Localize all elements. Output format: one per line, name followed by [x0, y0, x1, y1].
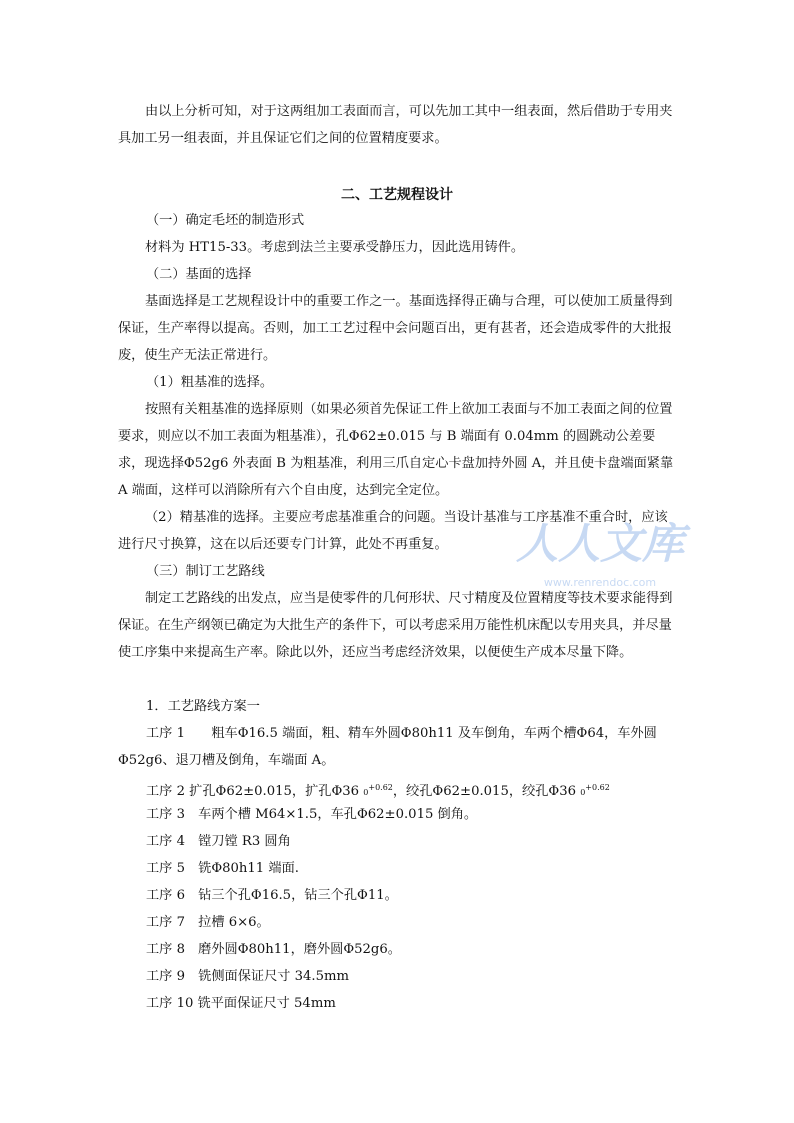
s2-2-paragraph	[118, 504, 678, 558]
step-1-line-2: Φ52g6、退刀槽及倒角，车端面 A。	[118, 753, 335, 768]
plan-title: 1．工艺路线方案一	[146, 699, 260, 714]
step-2-tol-upper-2: +0.62	[585, 783, 610, 792]
step-9: 工序 9 铣侧面保证尺寸 34.5mm	[146, 969, 350, 984]
step-2-part-b: ，绞孔Φ62±0.015，绞孔Φ36	[392, 784, 581, 799]
step-10: 工序 10 铣平面保证尺寸 54mm	[146, 996, 336, 1011]
s2-title: （二）基面的选择	[146, 267, 252, 282]
step-3: 工序 3 车两个槽 M64×1.5，车孔Φ62±0.015 倒角。	[146, 807, 478, 822]
s2-body: 基面选择是工艺规程设计中的重要工作之一。基面选择得正确与合理，可以使加工质量得到保证，生产率得以提高。否则，加工工艺过程中会问题百出，更有甚者，还会造成零件的大批报废，使生产无法正常进行。	[118, 294, 673, 363]
s1-title: （一）确定毛坯的制造形式	[146, 213, 305, 228]
watermark-text: 人人文库	[515, 519, 685, 568]
step-2-tol-lower-2: 0	[580, 788, 586, 797]
step-2-tol-upper-1: +0.62	[368, 783, 393, 792]
intro-paragraph: 由以上分析可知，对于这两组加工表面而言，可以先加工其中一组表面，然后借助于专用夹具加工另一组表面，并且保证它们之间的位置精度要求。	[118, 104, 673, 146]
s2-2-body: 主要应考虑基准重合的问题。当设计基准与工序基准不重合时，应该进行尺寸换算，这在以后还要专门计算，此处不再重复。	[118, 510, 668, 552]
section-title: 二、工艺规程设计	[341, 187, 453, 203]
s3-title: （三）制订工艺路线	[146, 564, 265, 579]
watermark-url: www.renrendoc.com	[543, 576, 657, 589]
s1-body: 材料为 HT15-33。考虑到法兰主要承受静压力，因此选用铸件。	[145, 240, 525, 255]
s2-2-title: （2）精基准的选择。	[145, 510, 273, 525]
step-5: 工序 5 铣Φ80h11 端面.	[146, 861, 299, 876]
step-2-part-a: 工序 2 扩孔Φ62±0.015，扩孔Φ36	[146, 784, 364, 799]
step-2-tol-lower-1: 0	[363, 788, 369, 797]
step-4: 工序 4 镗刀镗 R3 圆角	[146, 834, 291, 849]
step-6: 工序 6 钻三个孔Φ16.5，钻三个孔Φ11。	[146, 888, 398, 903]
s2-1-title: （1）粗基准的选择。	[146, 375, 274, 390]
step-7: 工序 7 拉槽 6×6。	[146, 915, 270, 930]
step-1-line-1: 工序 1 粗车Φ16.5 端面，粗、精车外圆Φ80h11 及车倒角，车两个槽Φ64，车外圆	[146, 726, 657, 741]
s2-1-body: 按照有关粗基准的选择原则（如果必须首先保证工件上欲加工表面与不加工表面之间的位置要求，则应以不加工表面为粗基准），孔Φ62±0.015 与 B 端面有 0.04mm 的圆跳动公差要求，现选择Φ52g6 外表面 B 为粗基准，利用三爪自定心卡盘加持外圆 A，并且使卡盘端面紧靠 A 端面，这样可以消除所有六个自由度，达到完全定位。	[118, 402, 674, 498]
s3-body: 制定工艺路线的出发点，应当是使零件的几何形状、尺寸精度及位置精度等技术要求能得到保证。在生产纲领已确定为大批生产的条件下，可以考虑采用万能性机床配以专用夹具，并尽量使工序集中来提高生产率。除此以外，还应当考虑经济效果，以便使生产成本尽量下降。	[118, 591, 673, 660]
step-8: 工序 8 磨外圆Φ80h11，磨外圆Φ52g6。	[146, 942, 401, 957]
